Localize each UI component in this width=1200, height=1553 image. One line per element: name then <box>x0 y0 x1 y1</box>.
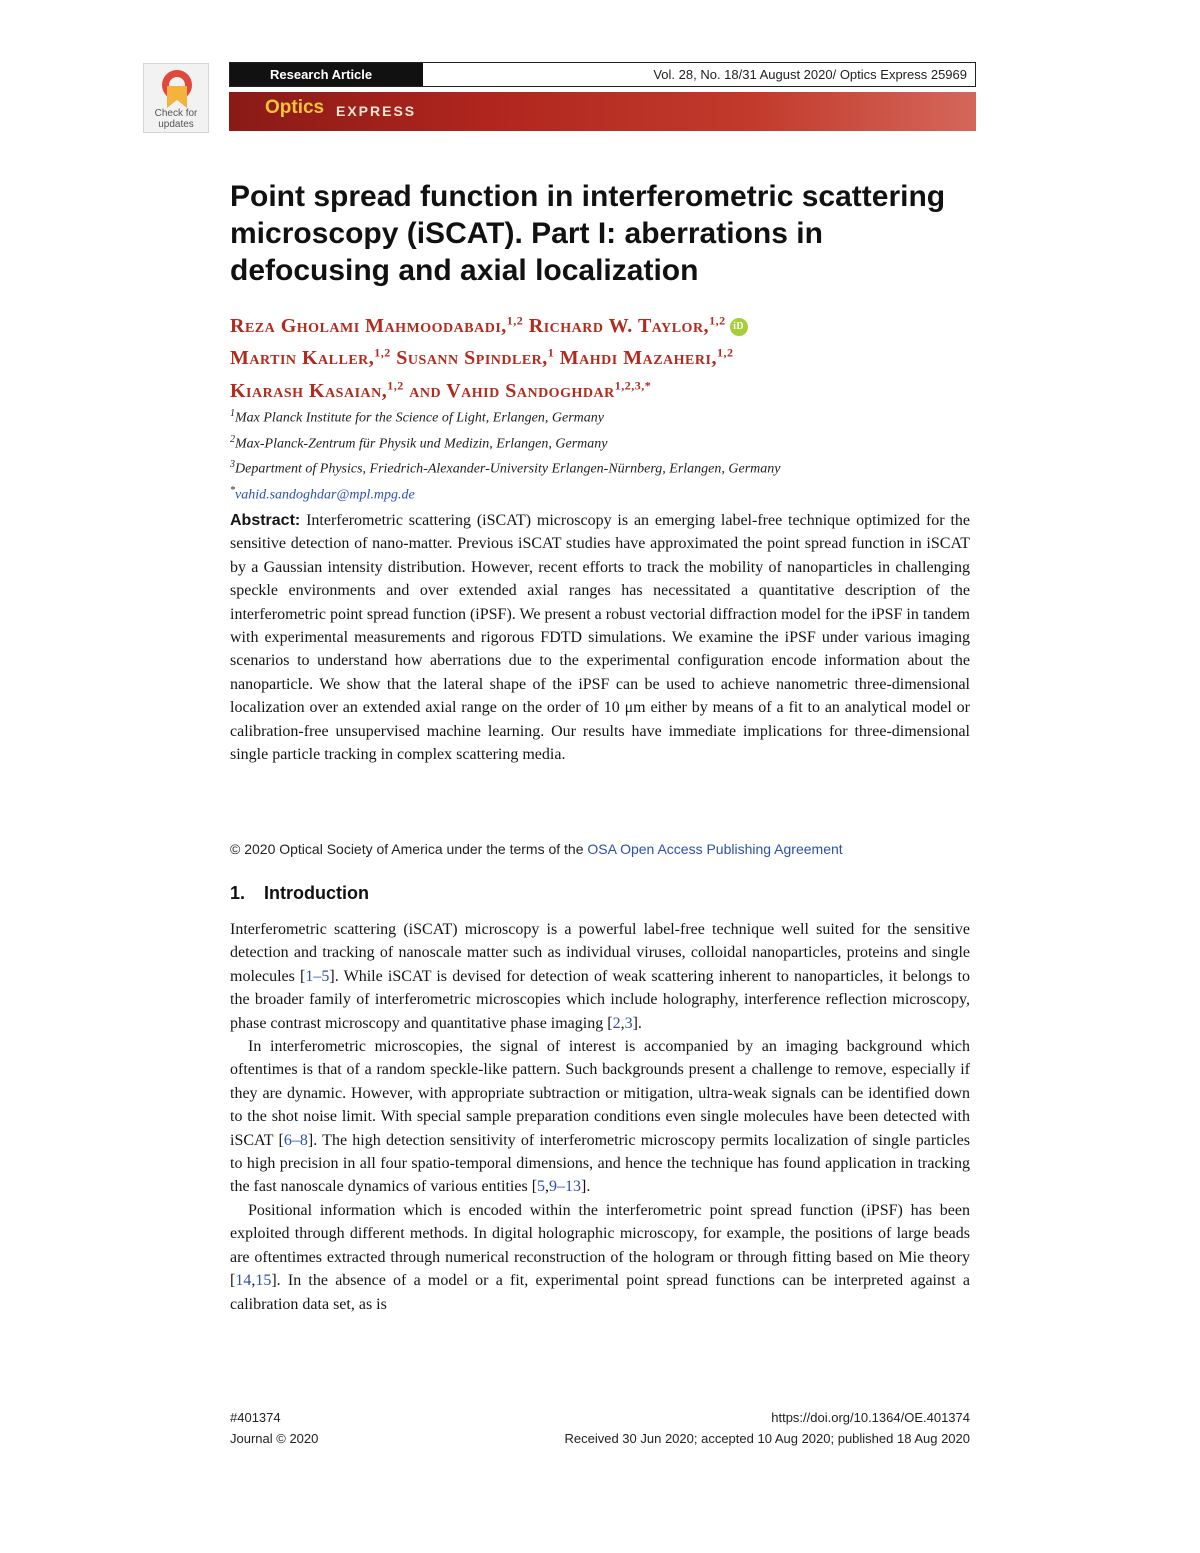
journal-copyright: Journal © 2020 <box>230 1431 319 1446</box>
author[interactable]: Martin Kaller,$^{1,2}$ <box>230 345 391 370</box>
author[interactable]: and Vahid Sandoghdar$^{1,2,3,*}$ <box>409 378 652 402</box>
section-heading <box>230 883 369 904</box>
volume-info: Vol. 28, No. 18/31 August 2020/ Optics Express 25969 <box>653 67 967 82</box>
author[interactable]: Mahdi Mazaheri,$^{1,2}$ <box>559 345 734 370</box>
journal-header <box>229 62 976 87</box>
abstract-text: Interferometric scattering (iSCAT) microscopy is an emerging label-free technique optimized for the sensitive detection of nano-matter. Previous iSCAT studies have approximated the point spread function in iSCAT by a Gaussian intensity distribution. However, recent efforts to track the mobility of nanoparticles in challenging speckle environments and over extended axial ranges has necessitated a quantitative description of the interferometric point spread function (iPSF). We present a robust vectorial diffraction model for the iPSF in tandem with experimental measurements and rigorous FDTD simulations. We examine the iPSF under various imaging scenarios to understand how aberrations due to the experimental configuration encode information about the nanoparticle. We show that the lateral shape of the iPSF can be used to achieve nanometric three-dimensional localization over an extended axial range on the order of 10 μm either by means of a fit to an analytical model or calibration-free unsupervised machine learning. Our results have immediate implications for three-dimensional single particle tracking in complex scattering media. <box>230 512 971 764</box>
article-type-tag: Research Article <box>230 63 423 86</box>
affiliation: $^1$Max Planck Institute for the Science of Light, Erlangen, Germany <box>230 408 604 426</box>
section-title: Introduction <box>264 883 369 903</box>
author[interactable]: Susann Spindler,$^1$ <box>396 345 555 370</box>
citation-link[interactable]: 15 <box>255 1272 272 1290</box>
brand-optics: Optics <box>265 97 325 118</box>
abstract-label: Abstract: <box>230 512 301 529</box>
check-for-updates-label: Check for updates <box>154 108 198 130</box>
page-footer <box>230 1407 970 1449</box>
author[interactable]: Richard W. Taylor,$^{1,2}$ <box>528 313 726 337</box>
bookmark-icon <box>167 86 187 108</box>
citation-link[interactable]: 5 <box>537 1178 546 1196</box>
citation-link[interactable]: 6 <box>283 1131 292 1149</box>
copyright-text: © 2020 Optical Society of America under the terms of the <box>230 841 584 857</box>
orcid-icon[interactable]: iD <box>730 318 748 336</box>
citation-link[interactable]: 13 <box>565 1178 582 1196</box>
paragraph: In interferometric microscopies, the signal of interest is accompanied by an imaging background which oftentimes is that of a random speckle-like pattern. Such backgrounds present a challenge to remove, especially if they are dynamic. However, with appropriate subtraction or mitigation, ultra-weak signals can be identified down to the shot noise limit. With special sample preparation conditions even single molecules have been detected with iSCAT [6–8]. The high detection sensitivity of interferometric microscopy permits localization of single particles to high precision in all four spatio-temporal dimensions, and hence the technique has found application in tracking the fast nanoscale dynamics of various entities [5,9–13]. <box>230 1038 971 1196</box>
article-id: #401374 <box>230 1410 281 1425</box>
paragraph: Interferometric scattering (iSCAT) microscopy is a powerful label-free technique well suited for the sensitive detection and tracking of nanoscale matter such as individual viruses, colloidal nanoparticles, proteins and single molecules [1–5]. While iSCAT is devised for detection of weak scattering inherent to nanoparticles, it belongs to the broader family of interferometric microscopies which include holography, interference reflection microscopy, phase contrast microscopy and quantitative phase imaging [2,3]. <box>230 921 971 1032</box>
citation-link[interactable]: 1 <box>305 967 314 985</box>
license-link[interactable]: OSA Open Access Publishing Agreement <box>587 841 843 857</box>
body-text <box>230 918 970 1316</box>
copyright-line <box>230 839 970 859</box>
author[interactable]: Kiarash Kasaian,$^{1,2}$ <box>230 378 404 402</box>
paper-title: Point spread function in interferometric scattering microscopy (iSCAT). Part I: aberrations in defocusing and axial localization <box>230 180 946 287</box>
check-for-updates-badge[interactable] <box>143 63 209 133</box>
section-number: 1. <box>230 883 246 903</box>
affiliations <box>230 403 990 506</box>
email-link[interactable]: vahid.sandoghdar@mpl.mpg.de <box>235 487 415 503</box>
journal-brand-bar <box>229 92 976 131</box>
doi-link[interactable]: https://doi.org/10.1364/OE.401374 <box>771 1410 970 1425</box>
author-list <box>230 307 990 405</box>
publication-dates: Received 30 Jun 2020; accepted 10 Aug 2020; published 18 Aug 2020 <box>564 1431 970 1446</box>
citation-link[interactable]: 9 <box>549 1178 558 1196</box>
citation-link[interactable]: 2 <box>612 1014 621 1032</box>
abstract <box>230 509 970 766</box>
citation-link[interactable]: 3 <box>624 1014 633 1032</box>
brand-express: EXPRESS <box>336 103 417 119</box>
affiliation: $^2$Max-Planck-Zentrum für Physik und Medizin, Erlangen, Germany <box>230 433 608 452</box>
citation-link[interactable]: 5 <box>321 967 330 985</box>
author[interactable]: Reza Gholami Mahmoodabadi,$^{1,2}$ <box>230 313 524 337</box>
citation-link[interactable]: 8 <box>299 1131 308 1149</box>
citation-link[interactable]: 14 <box>235 1272 252 1290</box>
paragraph: Positional information which is encoded within the interferometric point spread function (iPSF) has been exploited through different methods. In digital holographic microscopy, for example, the positions of large beads are oftentimes extracted through numerical reconstruction of the hologram or through fitting based on Mie theory [14,15]. In the absence of a model or a fit, experimental point spread functions can be interpreted against a calibration data set, as is <box>230 1201 970 1313</box>
affiliation: $^3$Department of Physics, Friedrich-Alexander-University Erlangen-Nürnberg, Erlangen, Germany <box>230 459 781 477</box>
corresponding-email[interactable]: *vahid.sandoghdar@mpl.mpg.de <box>230 484 415 503</box>
